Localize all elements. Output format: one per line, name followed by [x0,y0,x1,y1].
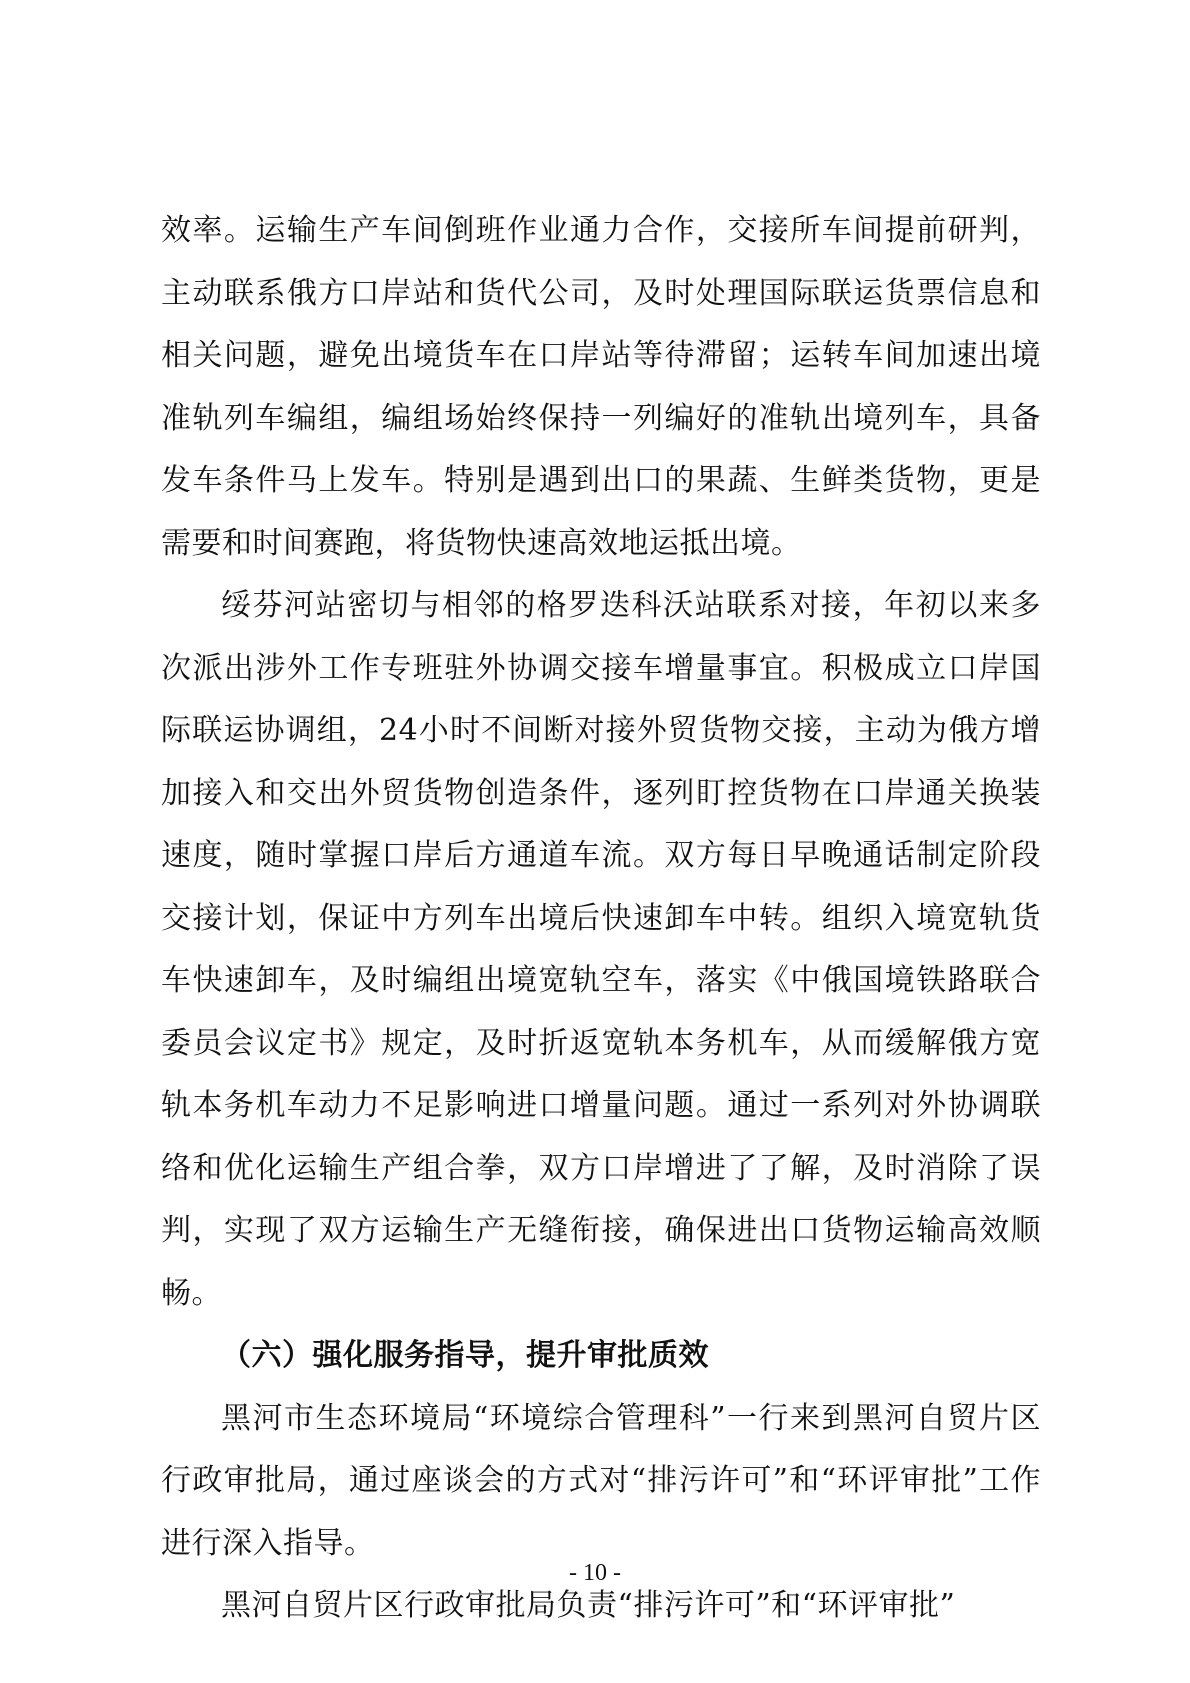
body-text [161,200,1041,1638]
paragraph-suifenhe-station: 绥芬河站密切与相邻的格罗迭科沃站联系对接，年初以来多次派出涉外工作专班驻外协调交接车增量事宜。积极成立口岸国际联运协调组，24小时不间断对接外贸货物交接，主动为俄方增加接入和交出外贸货物创造条件，逐列盯控货物在口岸通关换装速度，随时掌握口岸后方通道车流。双方每日早晚通话制定阶段交接计划，保证中方列车出境后快速卸车中转。组织入境宽轨货车快速卸车，及时编组出境宽轨空车，落实《中俄国境铁路联合委员会议定书》规定，及时折返宽轨本务机车，从而缓解俄方宽轨本务机车动力不足影响进口增量问题。通过一系列对外协调联络和优化运输生产组合拳，双方口岸增进了了解，及时消除了误判，实现了双方运输生产无缝衔接，确保进出口货物运输高效顺畅。 [161,588,1041,1311]
paragraph-heihe-ecology-bureau: 黑河市生态环境局“环境综合管理科”一行来到黑河自贸片区行政审批局，通过座谈会的方式对“排污许可”和“环评审批”工作进行深入指导。 [161,1400,1041,1561]
paragraph-heihe-approval-bureau: 黑河自贸片区行政审批局负责“排污许可”和“环评审批” [221,1588,956,1623]
paragraph-continuation: 效率。运输生产车间倒班作业通力合作，交接所车间提前研判，主动联系俄方口岸站和货代公司，及时处理国际联运货票信息和相关问题，避免出境货车在口岸站等待滞留；运转车间加速出境准轨列车编组，编组场始终保持一列编好的准轨出境列车，具备发车条件马上发车。特别是遇到出口的果蔬、生鲜类货物，更是需要和时间赛跑，将货物快速高效地运抵出境。 [161,213,1041,561]
page-number: - 10 - [569,1560,621,1586]
section-heading: （六）强化服务指导，提升审批质效 [221,1338,709,1373]
